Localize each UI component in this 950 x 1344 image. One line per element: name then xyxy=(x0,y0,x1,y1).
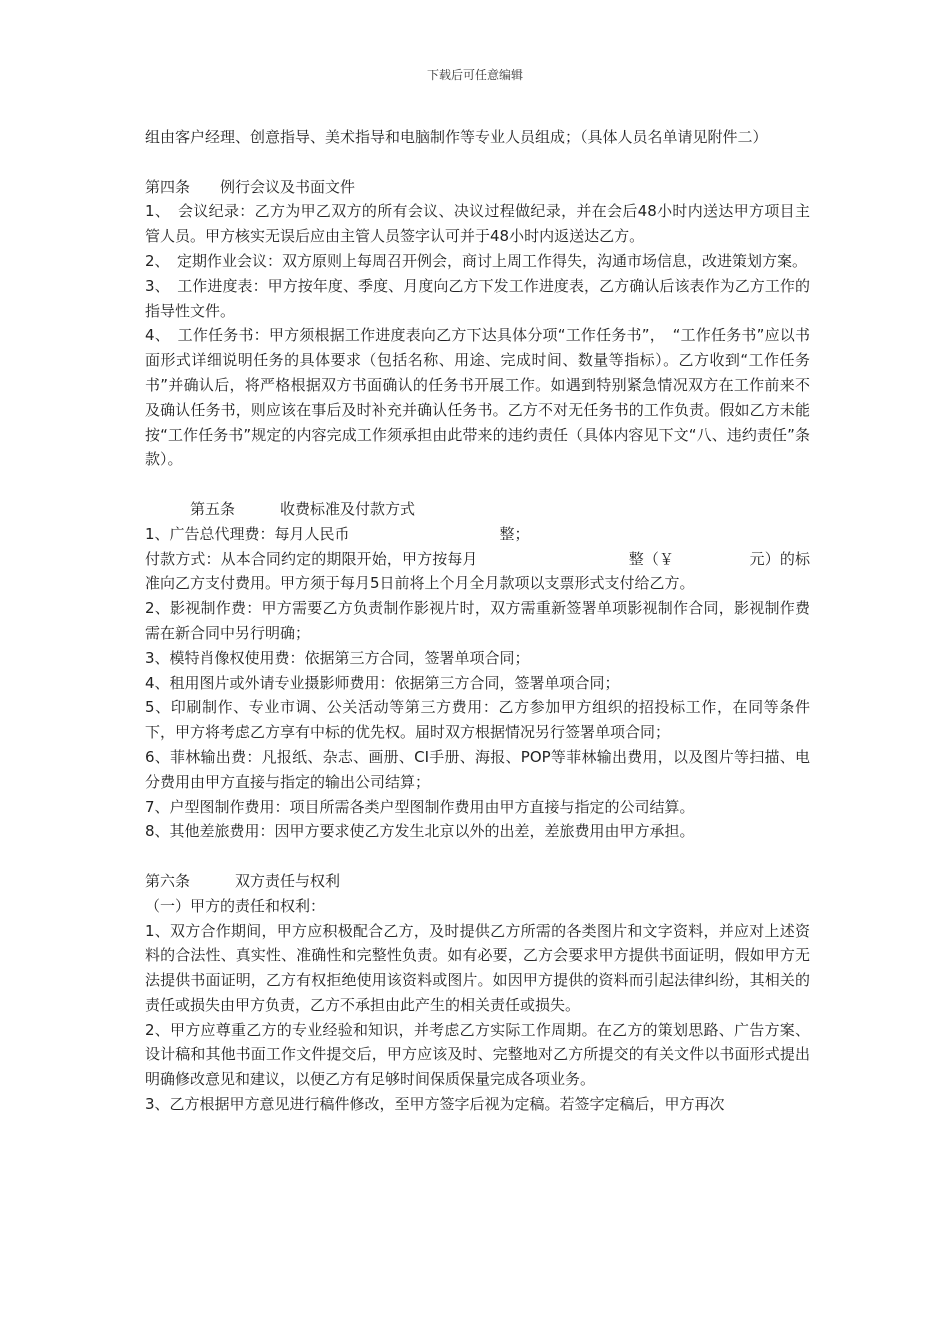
section-heading: 第六条 双方责任与权利 xyxy=(145,871,341,890)
paragraph: 8、其他差旅费用：因甲方要求使乙方发生北京以外的出差，差旅费用由甲方承担。 xyxy=(145,822,695,841)
section-heading: 第五条 收费标准及付款方式 xyxy=(145,499,416,518)
section-heading: 第四条 例行会议及书面文件 xyxy=(145,177,356,196)
paragraph: 2、甲方应尊重乙方的专业经验和知识，并考虑乙方实际工作周期。在乙方的策划思路、广告方案、设计稿和其他书面工作文件提交后，甲方应该及时、完整地对乙方所提交的有关文件以书面形式提出明确修改意见和建议，以便乙方有足够时间保质保量完成各项业务。 xyxy=(145,1020,810,1089)
document-body xyxy=(145,125,810,1117)
page-header: 下载后可任意编辑 xyxy=(426,68,523,82)
paragraph: 2、影视制作费：甲方需要乙方负责制作影视片时，双方需重新签署单项影视制作合同，影视制作费需在新合同中另行明确； xyxy=(145,599,810,642)
paragraph: 6、菲林输出费：凡报纸、杂志、画册、CI手册、海报、POP等菲林输出费用，以及图片等扫描、电分费用由甲方直接与指定的输出公司结算； xyxy=(145,747,810,791)
subsection-heading: （一）甲方的责任和权利： xyxy=(145,896,326,915)
blank-line xyxy=(145,150,810,175)
paragraph: 4、 工作任务书：甲方须根据工作进度表向乙方下达具体分项“工作任务书”， “工作任务书”应以书面形式详细说明任务的具体要求（包括名称、用途、完成时间、数量等指标）。乙方收到“工作任务书”并确认后，将严格根据双方书面确认的任务书开展工作。如遇到特别紧急情况双方在工作前来不及确认任务书，则应该在事后及时补充并确认任务书。乙方不对无任务书的工作负责。假如乙方未能按“工作任务书”规定的内容完成工作须承担由此带来的违约责任（具体内容见下文“八、违约责任”条款）。 xyxy=(145,326,810,469)
paragraph: 3、乙方根据甲方意见进行稿件修改，至甲方签字后视为定稿。若签字定稿后，甲方再次 xyxy=(145,1095,725,1114)
paragraph: 2、 定期作业会议：双方原则上每周召开例会，商讨上周工作得失，沟通市场信息，改进策划方案。 xyxy=(145,251,808,270)
paragraph: 5、印刷制作、专业市调、公关活动等第三方费用：乙方参加甲方组织的招投标工作，在同等条件下，甲方将考虑乙方享有中标的优先权。届时双方根据情况另行签署单项合同； xyxy=(145,698,810,742)
blank-line xyxy=(145,472,810,497)
paragraph: 1、 会议纪录：乙方为甲乙双方的所有会议、决议过程做纪录，并在会后48小时内送达甲方项目主管人员。甲方核实无误后应由主管人员签字认可并于48小时内返送达乙方。 xyxy=(145,202,810,246)
paragraph: 1、双方合作期间，甲方应积极配合乙方，及时提供乙方所需的各类图片和文字资料，并应对上述资料的合法性、真实性、准确性和完整性负责。如有必要，乙方会要求甲方提供书面证明，假如甲方无法提供书面证明，乙方有权拒绝使用该资料或图片。如因甲方提供的资料而引起法律纠纷，其相关的责任或损失由甲方负责，乙方不承担由此产生的相关责任或损失。 xyxy=(145,921,810,1014)
blank-line xyxy=(145,844,810,869)
paragraph: 1、广告总代理费：每月人民币 整； xyxy=(145,524,530,543)
paragraph: 3、模特肖像权使用费：依据第三方合同，签署单项合同； xyxy=(145,648,530,667)
paragraph: 4、租用图片或外请专业摄影师费用：依据第三方合同，签署单项合同； xyxy=(145,673,620,692)
paragraph: 付款方式：从本合同约定的期限开始，甲方按每月 整（￥ 元）的标准向乙方支付费用。甲方须于每月5日前将上个月全月款项以支票形式支付给乙方。 xyxy=(145,549,810,593)
paragraph: 7、户型图制作费用：项目所需各类户型图制作费用由甲方直接与指定的公司结算。 xyxy=(145,797,695,816)
paragraph: 3、 工作进度表：甲方按年度、季度、月度向乙方下发工作进度表，乙方确认后该表作为乙方工作的指导性文件。 xyxy=(145,276,810,320)
paragraph: 组由客户经理、创意指导、美术指导和电脑制作等专业人员组成；（具体人员名单请见附件二） xyxy=(145,128,768,146)
